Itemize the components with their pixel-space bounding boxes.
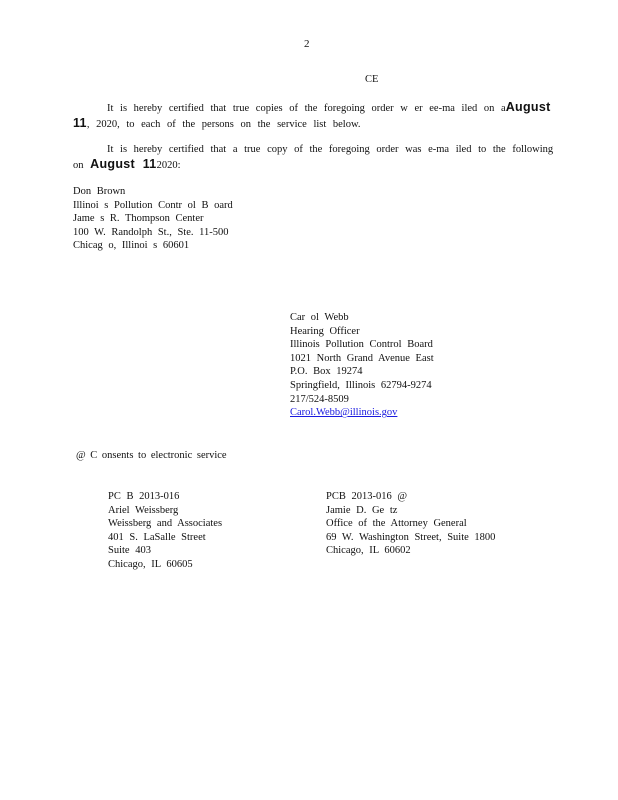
address-line: Illinoi s Pollution Contr ol B oard xyxy=(73,199,233,211)
certificate-text: It is hereby certified that true copies of the foregoing order w er ee-ma iled on a xyxy=(107,103,506,114)
service-line: Chicago, IL 60605 xyxy=(108,558,193,570)
certificate-paragraph-2-line-2 xyxy=(73,157,180,171)
email-link[interactable]: Carol.Webb@illinois.gov xyxy=(290,407,398,419)
certificate-heading: CE xyxy=(365,74,379,85)
address-line: Jame s R. Thompson Center xyxy=(73,213,204,225)
service-line: Ariel Weissberg xyxy=(108,504,179,516)
signature-line: Car ol Webb xyxy=(290,312,349,323)
service-line: Chicago, IL 60602 xyxy=(326,545,411,557)
service-list-left xyxy=(108,490,222,572)
consent-note: @ C onsents to electronic service xyxy=(76,450,227,461)
signature-line: Hearing Officer xyxy=(290,325,360,337)
service-date: August 11 xyxy=(90,157,157,171)
signature-line: 1021 North Grand Avenue East xyxy=(290,352,434,364)
signature-line: Springfield, Illinois 62794-9274 xyxy=(290,379,432,391)
service-line: PCB 2013-016 @ xyxy=(326,491,408,502)
page-number: 2 xyxy=(304,38,310,50)
service-line: Suite 403 xyxy=(108,545,151,557)
certificate-text: on xyxy=(73,160,84,171)
signature-line: Illinois Pollution Control Board xyxy=(290,339,433,351)
service-date: August xyxy=(505,100,551,114)
certificate-paragraph-2-line-1: It is hereby certified that a true copy of the foregoing order was e-ma iled to the following xyxy=(107,144,554,155)
certificate-paragraph-1-line-2 xyxy=(73,116,361,130)
address-line: 100 W. Randolph St., Ste. 11-500 xyxy=(73,226,229,238)
service-list-right xyxy=(326,490,495,558)
certificate-text: 2020: xyxy=(156,160,181,171)
service-line: 69 W. Washington Street, Suite 1800 xyxy=(326,531,496,543)
service-line: Jamie D. Ge tz xyxy=(326,504,398,516)
signature-line: P.O. Box 19274 xyxy=(290,366,363,378)
service-line: 401 S. LaSalle Street xyxy=(108,531,206,543)
service-line: Office of the Attorney General xyxy=(326,518,467,530)
service-date: 11 xyxy=(73,116,87,130)
address-line: Don Brown xyxy=(73,186,126,197)
certificate-paragraph-1-line-1 xyxy=(107,100,551,114)
signature-block xyxy=(290,311,434,420)
certificate-text: , 2020, to each of the persons on the service list below. xyxy=(86,119,361,130)
recipient-address xyxy=(73,185,233,253)
service-line: Weissberg and Associates xyxy=(108,518,223,530)
service-line: PC B 2013-016 xyxy=(108,491,180,502)
address-line: Chicag o, Illinoi s 60601 xyxy=(73,240,190,252)
signature-line: 217/524-8509 xyxy=(290,393,349,405)
